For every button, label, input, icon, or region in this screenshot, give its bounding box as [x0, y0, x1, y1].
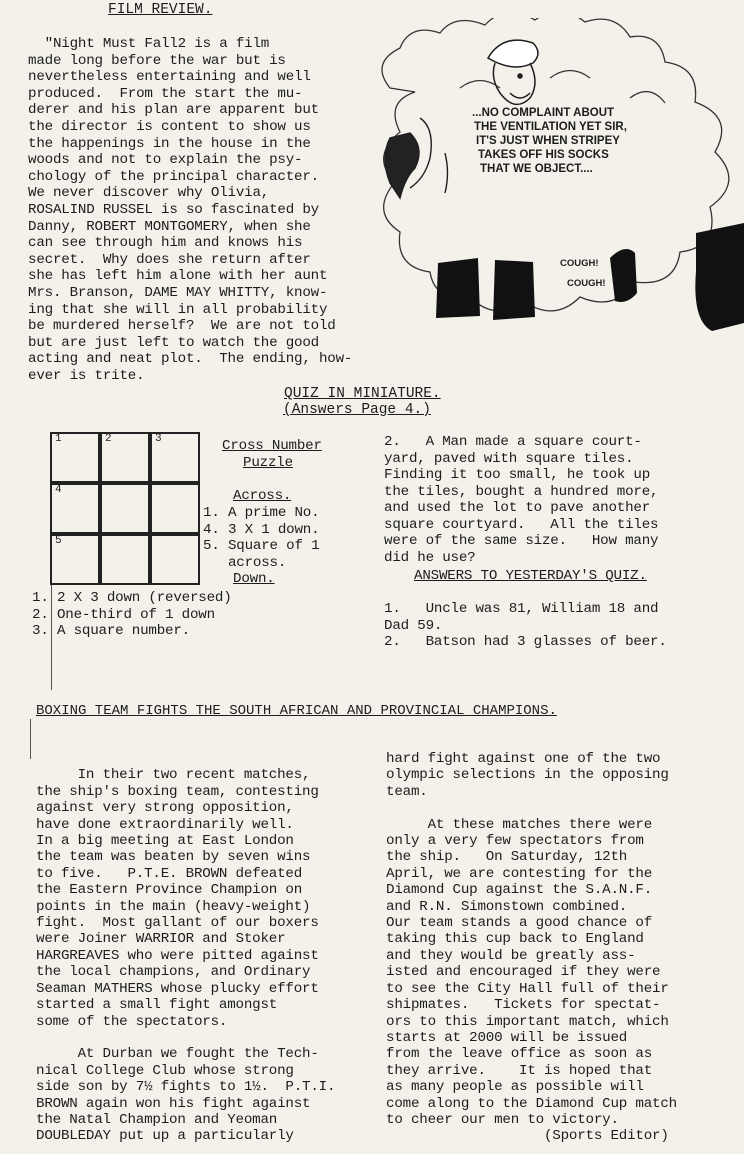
boxing-right-line: isted and encouraged if they were	[386, 964, 661, 981]
boxing-left-line: were Joiner WARRIOR and Stoker	[36, 931, 286, 948]
film-review-line: "Night Must Fall2 is a film	[28, 36, 270, 52]
boxing-left-line: At Durban we fought the Tech-	[36, 1046, 319, 1063]
grid-cell	[100, 534, 150, 585]
film-review-line: made long before the war but is	[28, 52, 286, 69]
film-review-line: acting and neat plot. The ending, how-	[28, 351, 353, 368]
boxing-left-line: In their two recent matches,	[36, 767, 311, 784]
boxing-right-line: Our team stands a good chance of	[386, 915, 653, 932]
speech-line: IT'S JUST WHEN STRIPEY	[476, 135, 620, 147]
boxing-left-line: HARGREAVES who were pitted against	[36, 947, 319, 964]
speech-line: THE VENTILATION YET SIR,	[474, 121, 627, 133]
down-heading: Down.	[233, 571, 275, 587]
quiz-question-line: the tiles, bought a hundred more,	[384, 483, 659, 500]
grid-cell-number: 5	[55, 535, 62, 547]
film-review-line: Danny, ROBERT MONTGOMERY, when she	[28, 218, 311, 235]
boxing-right-line: team.	[386, 783, 428, 800]
boxing-right-line: ors to this important match, which	[386, 1013, 669, 1030]
down-clue: 1. 2 X 3 down (reversed)	[32, 590, 232, 606]
grid-cell-number: 2	[105, 433, 112, 445]
answer-line: 1. Uncle was 81, William 18 and	[384, 601, 659, 617]
boxing-right-line: April, we are contesting for the	[386, 865, 653, 882]
boxing-right-line: come along to the Diamond Cup match	[386, 1095, 677, 1112]
quiz-question-line: square courtyard. All the tiles	[384, 516, 659, 533]
answer-line: Dad 59.	[384, 617, 443, 634]
film-review-line: can see through him and knows his	[28, 235, 303, 252]
film-review-line: the happenings in the house in the	[28, 135, 311, 152]
grid-cell	[50, 534, 100, 585]
quiz-question-line: were of the same size. How many	[384, 533, 659, 549]
cartoon-illustration	[360, 18, 744, 348]
film-review-line: secret. Why does she return after	[28, 251, 311, 268]
boxing-heading: BOXING TEAM FIGHTS THE SOUTH AFRICAN AND PROVINCIAL CHAMPIONS.	[36, 703, 557, 719]
cough-text: COUGH!	[560, 258, 599, 269]
cross-number-grid	[50, 432, 200, 585]
film-review-line: she has left him alone with her aunt	[28, 268, 328, 285]
grid-cell	[50, 432, 100, 483]
boxing-right-line: and R.N. Simonstown combined.	[386, 898, 628, 915]
grid-cell	[150, 483, 200, 534]
boxing-left-line: Seaman MATHERS whose plucky effort	[36, 980, 319, 997]
quiz-question-line: yard, paved with square tiles.	[384, 450, 634, 467]
boxing-left-line: points in the main (heavy-weight)	[36, 898, 311, 915]
quiz-question-line: did he use?	[384, 549, 476, 566]
boxing-right-line: they arrive. It is hoped that	[386, 1062, 653, 1079]
quiz-subheading: (Answers Page 4.)	[283, 402, 431, 418]
boxing-right-line: the ship. On Saturday, 12th	[386, 849, 628, 866]
film-review-line: chology of the principal character.	[28, 168, 319, 185]
down-clues	[32, 590, 232, 640]
across-clue: across.	[203, 554, 287, 571]
boxing-right-line: and they would be greatly ass-	[386, 947, 636, 964]
boxing-right-line: Diamond Cup against the S.A.N.F.	[386, 882, 653, 899]
boxing-right-line: taking this cup back to England	[386, 931, 644, 948]
film-review-heading: FILM REVIEW.	[108, 2, 213, 18]
boxing-left-line: the Eastern Province Champion on	[36, 882, 303, 899]
across-heading: Across.	[233, 488, 292, 504]
boxing-left-line: some of the spectators.	[36, 1013, 228, 1030]
quiz-heading: QUIZ IN MINIATURE.	[284, 386, 441, 402]
film-review-line: be murdered herself? We are not told	[28, 318, 336, 335]
boxing-left-line: the ship's boxing team, contesting	[36, 783, 319, 800]
boxing-left-line: have done extraordinarily well.	[36, 816, 294, 833]
boxing-left-line: against very strong opposition,	[36, 800, 294, 817]
boxing-left-line: started a small fight amongst	[36, 997, 278, 1014]
film-review-line: the director is content to show us	[28, 118, 311, 135]
film-review-line: Mrs. Branson, DAME MAY WHITTY, know-	[28, 284, 328, 301]
boxing-left-line: DOUBLEDAY put up a particularly	[36, 1128, 294, 1145]
speech-line: ...NO COMPLAINT ABOUT	[472, 107, 615, 119]
grid-cell	[150, 432, 200, 483]
quiz-question-line: Finding it too small, he took up	[384, 467, 651, 483]
grid-cell	[150, 534, 200, 585]
film-review-line: nevertheless entertaining and well	[28, 69, 311, 86]
speech-line: THAT WE OBJECT....	[480, 163, 593, 175]
puzzle-title-2: Puzzle	[243, 455, 293, 471]
film-review-text	[28, 36, 352, 384]
down-clue: 2. One-third of 1 down	[32, 606, 215, 623]
film-review-line: We never discover why Olivia,	[28, 185, 270, 202]
boxing-left-line: the team was beaten by seven wins	[36, 849, 311, 866]
boxing-right-line: only a very few spectators from	[386, 833, 644, 850]
quiz-question-2	[384, 434, 658, 566]
boxing-right-line: to cheer our men to victory.	[386, 1111, 619, 1128]
boxing-left-column	[36, 751, 335, 1145]
film-review-line: woods and not to explain the psy-	[28, 152, 303, 169]
boxing-right-line: as many people as possible will	[386, 1079, 644, 1096]
film-review-line: produced. From the start the mu-	[28, 85, 303, 102]
boxing-right-column	[386, 751, 677, 1145]
film-review-line: ing that she will in all probability	[28, 301, 328, 318]
quiz-question-line: 2. A Man made a square court-	[384, 434, 642, 450]
grid-cell-number: 1	[55, 433, 62, 445]
boxing-left-line: In a big meeting at East London	[36, 833, 294, 850]
boxing-right-line: to see the City Hall full of their	[386, 980, 669, 997]
down-clue: 3. A square number.	[32, 623, 190, 639]
puzzle-title: Cross Number	[222, 438, 322, 454]
column-guide-line	[30, 719, 31, 759]
answers-list	[384, 601, 667, 651]
boxing-right-line: starts at 2000 will be issued	[386, 1029, 628, 1046]
boxing-left-line: nical College Club whose strong	[36, 1062, 294, 1079]
grid-cell	[50, 483, 100, 534]
boxing-left-line: side son by 7½ fights to 1½. P.T.I.	[36, 1079, 336, 1096]
answer-line: 2. Batson had 3 glasses of beer.	[384, 634, 667, 650]
boxing-right-line: (Sports Editor)	[386, 1128, 669, 1145]
boxing-right-line: olympic selections in the opposing	[386, 767, 669, 784]
boxing-right-line: At these matches there were	[386, 816, 653, 833]
speech-line: TAKES OFF HIS SOCKS	[478, 149, 609, 161]
across-clue: 1. A prime No.	[203, 505, 320, 521]
boxing-right-line: from the leave office as soon as	[386, 1046, 653, 1063]
grid-cell	[100, 432, 150, 483]
grid-cell-number: 4	[55, 484, 62, 496]
boxing-left-line: fight. Most gallant of our boxers	[36, 915, 319, 932]
boxing-left-line: the local champions, and Ordinary	[36, 964, 311, 981]
boxing-left-line: the Natal Champion and Yeoman	[36, 1111, 278, 1128]
boxing-left-line	[36, 751, 335, 767]
boxing-right-line	[386, 800, 677, 816]
film-review-line: but are just left to watch the good	[28, 334, 319, 351]
film-review-line: ROSALIND RUSSEL is so fascinated by	[28, 201, 319, 218]
film-review-line: derer and his plan are apparent but	[28, 102, 319, 119]
boxing-left-line	[36, 1030, 335, 1046]
quiz-question-line: and used the lot to pave another	[384, 500, 651, 516]
boxing-right-line: shipmates. Tickets for spectat-	[386, 997, 661, 1014]
boxing-left-line: to five. P.T.E. BROWN defeated	[36, 865, 303, 882]
across-clue: 5. Square of 1	[203, 538, 320, 554]
across-clues	[203, 505, 319, 571]
boxing-right-line: hard fight against one of the two	[386, 751, 661, 767]
grid-cell	[100, 483, 150, 534]
grid-cell-number: 3	[155, 433, 162, 445]
cough-text: COUGH!	[567, 278, 606, 289]
film-review-line: ever is trite.	[28, 367, 145, 384]
across-clue: 4. 3 X 1 down.	[203, 521, 320, 538]
answers-heading: ANSWERS TO YESTERDAY'S QUIZ.	[414, 568, 647, 584]
boxing-left-line: BROWN again won his fight against	[36, 1095, 311, 1112]
